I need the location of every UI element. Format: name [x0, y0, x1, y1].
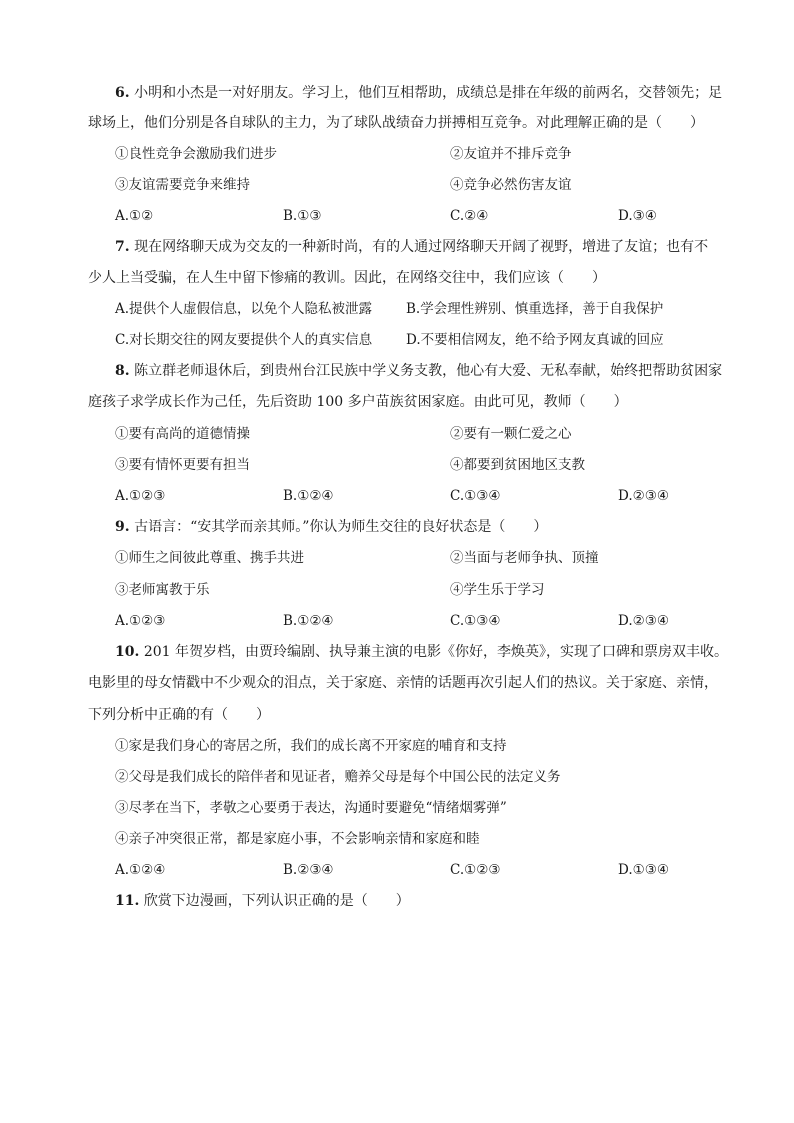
- question-text: 201 年贺岁档，由贾玲编剧、执导兼主演的电影《你好，李焕英》，实现了口碑和票房双丰收。: [143, 644, 728, 660]
- question-10-line-2: 电影里的母女情戳中不少观众的泪点，关于家庭、亲情的话题再次引起人们的热议。关于家庭、亲情，: [88, 675, 718, 691]
- choice-c: C.②④: [450, 208, 489, 224]
- choice-d: D.②③④: [618, 488, 669, 504]
- question-number: 8.: [115, 363, 130, 379]
- statement: ①师生之间彼此尊重、携手共进: [115, 550, 304, 566]
- choice-c: C.对长期交往的网友要提供个人的真实信息: [115, 332, 373, 348]
- question-text: 陈立群老师退休后，到贵州台江民族中学义务支教，他心有大爱、无私奉献，始终把帮助贫困家: [134, 363, 723, 379]
- choice-d: D.③④: [618, 208, 657, 224]
- statement: ④都要到贫困地区支教: [450, 457, 585, 473]
- choice-d: D.不要相信网友，绝不给予网友真诚的回应: [406, 332, 664, 348]
- question-number: 10.: [115, 644, 140, 660]
- statement: ②当面与老师争执、顶撞: [450, 550, 599, 566]
- question-number: 11.: [115, 893, 140, 909]
- question-text: 欣赏下边漫画，下列认识正确的是（ ）: [143, 893, 410, 909]
- choice-d: D.②③④: [618, 613, 669, 629]
- choice-c: C.①②③: [450, 862, 501, 878]
- question-text: 现在网络聊天成为交友的一种新时尚，有的人通过网络聊天开阔了视野，增进了友谊；也有不: [134, 239, 709, 255]
- question-text: 小明和小杰是一对好朋友。学习上，他们互相帮助，成绩总是排在年级的前两名，交替领先；足: [134, 85, 723, 101]
- question-6-line-1: [115, 83, 735, 103]
- statement: ②父母是我们成长的陪伴者和见证者，赡养父母是每个中国公民的法定义务: [115, 769, 561, 785]
- statement: ④学生乐于学习: [450, 582, 545, 598]
- question-9-line-1: [115, 517, 735, 537]
- choice-a: A.①②③: [115, 613, 166, 629]
- choice-b: B.①②④: [283, 488, 334, 504]
- question-number: 9.: [115, 519, 130, 535]
- statement: ③尽孝在当下，孝敬之心要勇于表达，沟通时要避免“情绪烟雾弹”: [115, 800, 507, 816]
- statement: ③老师寓教于乐: [115, 582, 210, 598]
- question-10-line-3: 下列分析中正确的有（ ）: [88, 707, 270, 723]
- question-10-line-1: [115, 642, 735, 662]
- question-7-line-1: [115, 237, 735, 257]
- choice-b: B.①③: [283, 208, 322, 224]
- question-6-line-2: 球场上，他们分别是各自球队的主力，为了球队战绩奋力拼搏相互竞争。对此理解正确的是（ ）: [88, 115, 704, 131]
- choice-b: B.②③④: [283, 862, 334, 878]
- statement: ③友谊需要竞争来维持: [115, 177, 250, 193]
- choice-a: A.①②④: [115, 862, 166, 878]
- question-7-line-2: 少人上当受骗，在人生中留下惨痛的教训。因此，在网络交往中，我们应该（ ）: [88, 270, 606, 286]
- question-8-line-1: [115, 361, 735, 381]
- choice-c: C.①③④: [450, 488, 501, 504]
- question-number: 7.: [115, 239, 130, 255]
- choice-a: A.提供个人虚假信息，以免个人隐私被泄露: [115, 301, 373, 317]
- statement: ①要有高尚的道德情操: [115, 426, 250, 442]
- choice-c: C.①③④: [450, 613, 501, 629]
- choice-b: B.①②④: [283, 613, 334, 629]
- choice-a: A.①②: [115, 208, 154, 224]
- question-11-line-1: [115, 891, 735, 911]
- choice-a: A.①②③: [115, 488, 166, 504]
- choice-b: B.学会理性辨别、慎重选择，善于自我保护: [406, 301, 664, 317]
- statement: ③要有情怀更要有担当: [115, 457, 250, 473]
- statement: ④竞争必然伤害友谊: [450, 177, 572, 193]
- question-number: 6.: [115, 85, 130, 101]
- statement: ②友谊并不排斥竞争: [450, 146, 572, 162]
- choice-d: D.①③④: [618, 862, 669, 878]
- question-text: 古语言：“安其学而亲其师。”你认为师生交往的良好状态是（ ）: [134, 519, 548, 535]
- statement: ④亲子冲突很正常，都是家庭小事，不会影响亲情和家庭和睦: [115, 831, 480, 847]
- question-8-line-2: 庭孩子求学成长作为己任，先后资助 100 多户苗族贫困家庭。由此可见，教师（ ）: [88, 394, 628, 410]
- statement: ①良性竞争会激励我们进步: [115, 146, 277, 162]
- statement: ②要有一颗仁爱之心: [450, 426, 572, 442]
- statement: ①家是我们身心的寄居之所，我们的成长离不开家庭的哺育和支持: [115, 738, 507, 754]
